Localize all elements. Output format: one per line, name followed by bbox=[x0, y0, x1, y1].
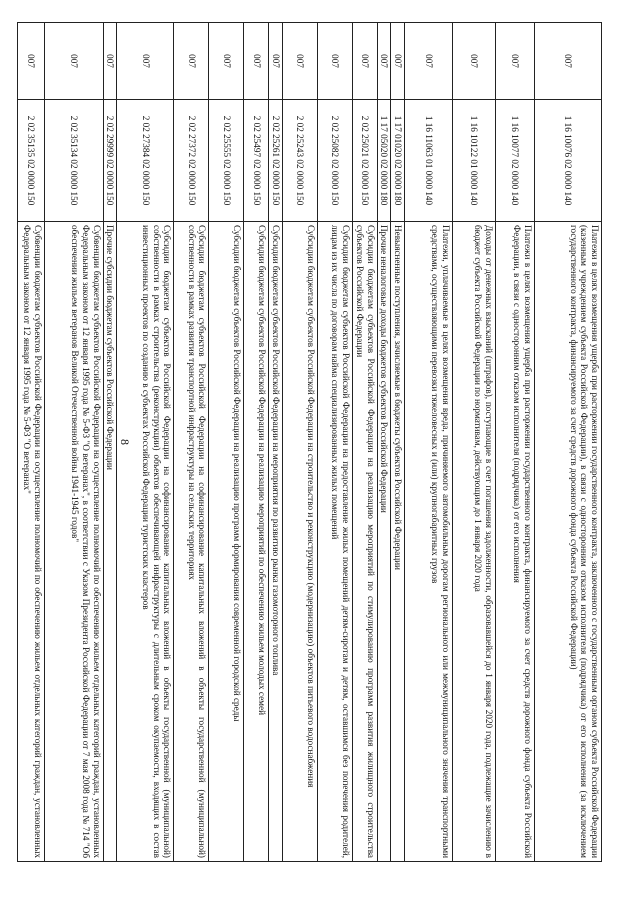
table-row bbox=[377, 23, 391, 862]
admin-code-cell: 007 bbox=[317, 23, 352, 100]
budget-code-cell: 1 16 11063 01 0000 140 bbox=[405, 100, 453, 222]
budget-code-cell: 2 02 27384 02 0000 150 bbox=[117, 100, 174, 222]
budget-code-cell: 2 02 25243 02 0000 150 bbox=[282, 100, 317, 222]
admin-code-cell: 007 bbox=[496, 23, 535, 100]
admin-code-cell: 007 bbox=[405, 23, 453, 100]
budget-code-cell: 1 17 05020 02 0000 180 bbox=[377, 100, 391, 222]
revenue-name-cell: Платежи в целях возмещения ущерба при расторжении государственного контракта, заключенного с государственным органом субъекта Российской Федерации (казенным учреждением субъекта Российской Федерации), в связи с односторонним отказом исполнителя (подрядчика) от его исполнения (за исключением государственного контракта, финансируемого за счет средств дорожного фонда субъекта Российской Федерации) bbox=[535, 222, 602, 862]
admin-code-cell: 007 bbox=[377, 23, 391, 100]
table-body bbox=[17, 23, 601, 862]
revenue-name-cell: Прочие субсидии бюджетам субъектов Российской Федерации bbox=[103, 222, 117, 862]
admin-code-cell: 007 bbox=[44, 23, 103, 100]
budget-code-cell: 1 17 01020 02 0000 180 bbox=[391, 100, 405, 222]
budget-code-cell: 2 02 35135 02 0000 150 bbox=[17, 100, 44, 222]
revenue-name-cell: Доходы от денежных взысканий (штрафов), поступающие в счет погашения задолженности, образовавшейся до 1 января 2020 года, подлежащие зачислению в бюджет субъекта Российской Федерации по нормативам, действующим до 1 января 2020 года bbox=[453, 222, 496, 862]
budget-code-cell: 1 16 10077 02 0000 140 bbox=[496, 100, 535, 222]
table-row bbox=[352, 23, 377, 862]
table-row bbox=[269, 23, 283, 862]
table-row bbox=[244, 23, 269, 862]
table-row bbox=[391, 23, 405, 862]
revenue-name-cell: Прочие неналоговые доходы бюджетов субъектов Российской Федерации bbox=[377, 222, 391, 862]
revenue-codes-table bbox=[17, 22, 602, 862]
budget-code-cell: 2 02 25261 02 0000 150 bbox=[269, 100, 283, 222]
admin-code-cell: 007 bbox=[117, 23, 174, 100]
revenue-name-cell: Субсидии бюджетам субъектов Российской Федерации на реализацию мероприятий по обеспечению жильем молодых семей bbox=[244, 222, 269, 862]
admin-code-cell: 007 bbox=[209, 23, 244, 100]
revenue-name-cell: Субсидии бюджетам субъектов Российской Федерации на предоставление жилых помещений детям-сиротам и детям, оставшимся без попечения родителей, лицам из их числа по договорам найма специализированных жилых помещений bbox=[317, 222, 352, 862]
revenue-name-cell: Субсидии бюджетам субъектов Российской Федерации на строительство и реконструкцию (модернизацию) объектов питьевого водоснабжения bbox=[282, 222, 317, 862]
budget-code-cell: 2 02 27372 02 0000 150 bbox=[174, 100, 209, 222]
revenue-name-cell: Платежи, уплачиваемые в целях возмещения вреда, причиняемого автомобильным дорогам регионального или межмуниципального значения транспортными средствами, осуществляющими перевозки тяжеловесных и (или) крупногабаритных грузов bbox=[405, 222, 453, 862]
admin-code-cell: 007 bbox=[391, 23, 405, 100]
revenue-name-cell: Платежи в целях возмещения ущерба при расторжении государственного контракта, финансируемого за счет средств дорожного фонда субъекта Российской Федерации, в связи с односторонним отказом исполнителя (подрядчика) от его исполнения bbox=[496, 222, 535, 862]
budget-code-cell: 1 16 10076 02 0000 140 bbox=[535, 100, 602, 222]
page-number: 8 bbox=[118, 439, 132, 445]
revenue-name-cell: Субсидии бюджетам субъектов Российской Федерации на реализацию программ формирования современной городской среды bbox=[209, 222, 244, 862]
budget-code-cell: 2 02 25497 02 0000 150 bbox=[244, 100, 269, 222]
revenue-name-cell: Субсидии бюджетам субъектов Российской Федерации на мероприятия по развитию рынка газомоторного топлива bbox=[269, 222, 283, 862]
admin-code-cell: 007 bbox=[352, 23, 377, 100]
budget-code-cell: 1 16 10122 01 0000 140 bbox=[453, 100, 496, 222]
table-row bbox=[209, 23, 244, 862]
table-row bbox=[174, 23, 209, 862]
revenue-name-cell: Субвенции бюджетам субъектов Российской Федерации на осуществление полномочий по обеспечению жильем отдельных категорий граждан, установленных Федеральным законом от 12 января 1995 года № 5-ФЗ "О ветеранах", в соответствии с Указом Президента Российской Федерации от 7 мая 2008 года № 714 "Об обеспечении жильем ветеранов Великой Отечественной войны 1941-1945 годов" bbox=[44, 222, 103, 862]
revenue-name-cell: Субсидии бюджетам субъектов Российской Федерации на реализацию мероприятий по стимулированию программ развития жилищного строительства субъектов Российской Федерации bbox=[352, 222, 377, 862]
table-row bbox=[453, 23, 496, 862]
revenue-name-cell: Субвенции бюджетам субъектов Российской Федерации на осуществление полномочий по обеспечению жильем отдельных категорий граждан, установленных Федеральным законом от 12 января 1995 года № 5-ФЗ "О ветеранах" bbox=[17, 222, 44, 862]
admin-code-cell: 007 bbox=[282, 23, 317, 100]
admin-code-cell: 007 bbox=[269, 23, 283, 100]
table-row bbox=[496, 23, 535, 862]
admin-code-cell: 007 bbox=[174, 23, 209, 100]
table-row bbox=[282, 23, 317, 862]
admin-code-cell: 007 bbox=[535, 23, 602, 100]
table-row bbox=[17, 23, 44, 862]
revenue-name-cell: Субсидии бюджетам субъектов Российской Федерации на софинансирование капитальных вложений в объекты государственной (муниципальной) собственности в рамках строительства (реконструкции) объектов обеспечивающей инфраструктуры с длительным сроком окупаемости, входящих в состав инвестиционных проектов по созданию в субъектах Российской Федерации туристских кластеров bbox=[117, 222, 174, 862]
table-row bbox=[103, 23, 117, 862]
table-row bbox=[405, 23, 453, 862]
table-row bbox=[44, 23, 103, 862]
budget-code-cell: 2 02 25082 02 0000 150 bbox=[317, 100, 352, 222]
table-row bbox=[317, 23, 352, 862]
admin-code-cell: 007 bbox=[17, 23, 44, 100]
revenue-name-cell: Невыясненные поступления, зачисляемые в бюджеты субъектов Российской Федерации bbox=[391, 222, 405, 862]
budget-code-cell: 2 02 29999 02 0000 150 bbox=[103, 100, 117, 222]
revenue-name-cell: Субсидии бюджетам субъектов Российской Федерации на софинансирование капитальных вложений в объекты государственной (муниципальной) собственности в рамках развития транспортной инфраструктуры на сельских территориях bbox=[174, 222, 209, 862]
budget-code-cell: 2 02 25021 02 0000 150 bbox=[352, 100, 377, 222]
budget-code-cell: 2 02 25555 02 0000 150 bbox=[209, 100, 244, 222]
admin-code-cell: 007 bbox=[103, 23, 117, 100]
rotated-document bbox=[22, 22, 602, 862]
admin-code-cell: 007 bbox=[453, 23, 496, 100]
admin-code-cell: 007 bbox=[244, 23, 269, 100]
table-row bbox=[535, 23, 602, 862]
budget-code-cell: 2 02 35134 02 0000 150 bbox=[44, 100, 103, 222]
